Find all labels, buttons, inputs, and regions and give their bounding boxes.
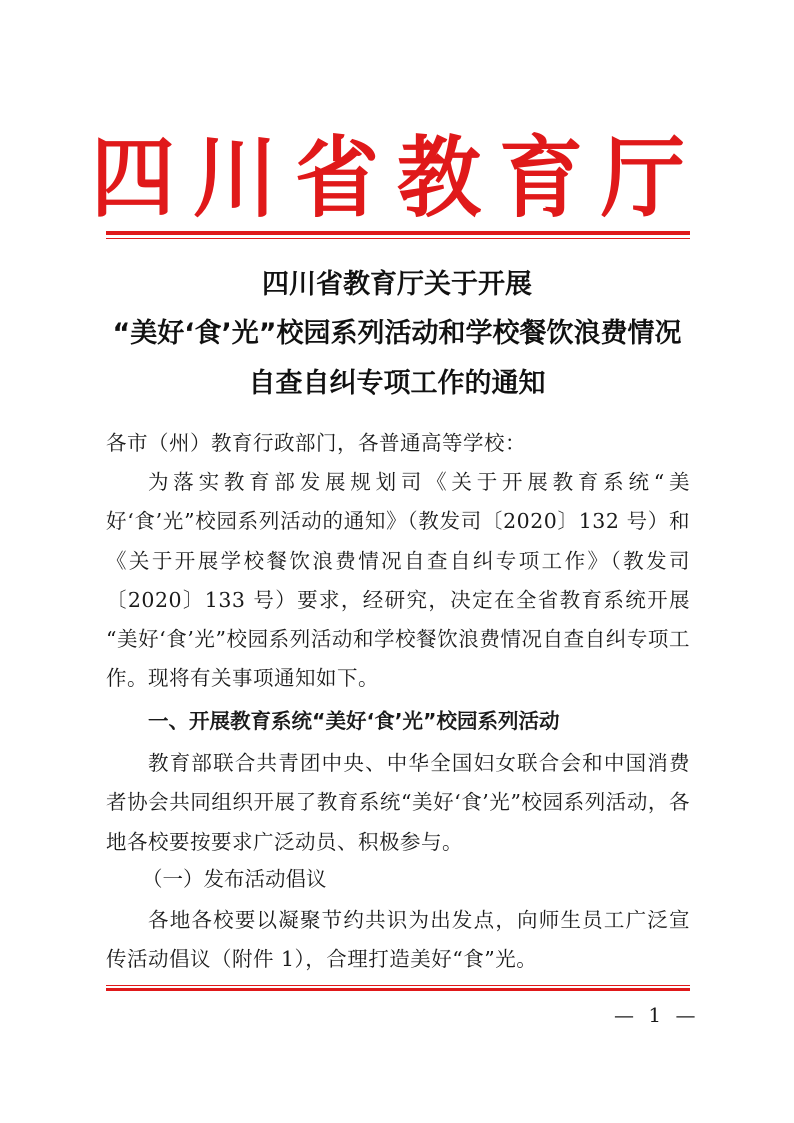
salutation: 各市（州）教育行政部门，各普通高等学校：: [106, 431, 526, 455]
header-red-rule-thin: [106, 238, 690, 239]
header-red-rule-thick: [106, 231, 690, 235]
document-title-line-1: 四川省教育厅关于开展: [262, 269, 532, 300]
body-paragraph-1: 为落实教育部发展规划司《关于开展教育系统“美好‘食’光”校园系列活动的通知》（教发司〔2020〕132 号）和《关于开展学校餐饮浪费情况自查自纠专项工作》（教发司〔2020〕133 号）要求，经研究，决定在全省教育系统开展 “美好‘食’光”校园系列活动和学校餐饮浪费情况自查自纠专项工作。现将有关事项通知如下。: [106, 470, 690, 691]
page-number: — 1 —: [614, 1003, 700, 1027]
footer-red-rule-thin: [106, 985, 690, 986]
footer-red-rule-thick: [106, 988, 690, 991]
body-paragraph-3: 各地各校要以凝聚节约共识为出发点，向师生员工广泛宣传活动倡议（附件 1），合理打造美好“食”光。: [106, 908, 690, 972]
document-title-line-3: 自查自纠专项工作的通知: [248, 368, 546, 399]
section-heading-1: 一、开展教育系统“美好‘食’光”校园系列活动: [148, 709, 560, 733]
body-paragraph-2: 教育部联合共青团中央、中华全国妇女联合会和中国消费者协会共同组织开展了教育系统“美好‘食’光”校园系列活动，各地各校要按要求广泛动员、积极参与。: [106, 751, 690, 854]
subsection-heading-1: （一）发布活动倡议: [142, 867, 327, 891]
issuer-masthead: 四川省教育厅: [90, 125, 703, 230]
document-title-line-2: “美好‘食’光”校园系列活动和学校餐饮浪费情况: [112, 318, 682, 349]
